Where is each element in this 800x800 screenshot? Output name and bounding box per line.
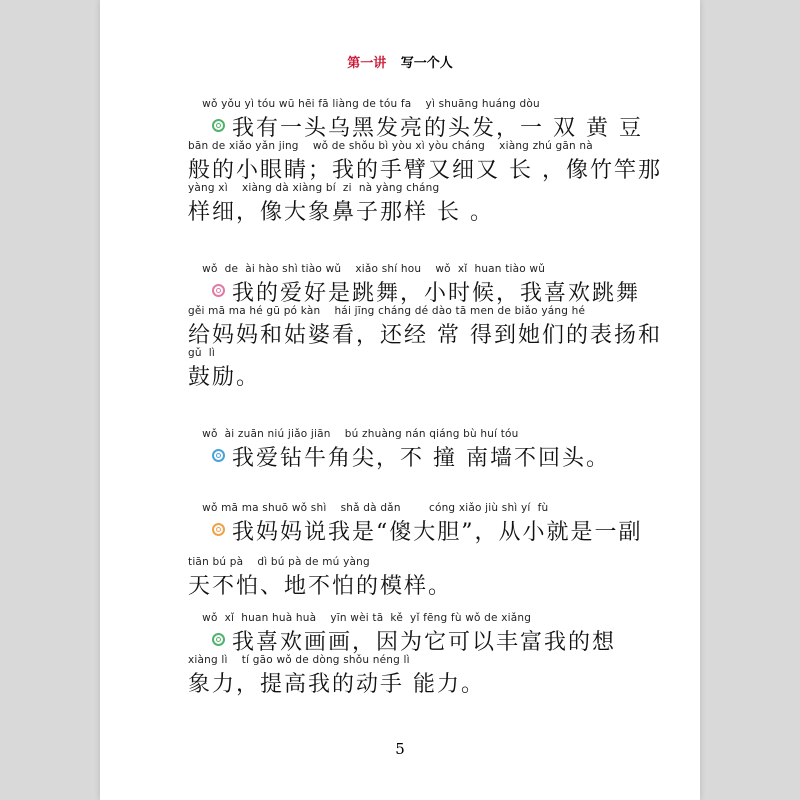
hanzi-line: 般的小眼睛；我的手臂又细又 长 ，像竹竿那	[188, 158, 662, 183]
hanzi-line: 天不怕、地不怕的模样。	[188, 574, 453, 599]
text-line	[188, 98, 688, 140]
hanzi-line: 我妈妈说我是“傻大胆”，从小就是一副	[232, 515, 643, 546]
pinyin-line: wǒ ài zuān niú jiǎo jiān bú zhuàng nán qiáng bù huí tóu	[188, 428, 519, 440]
double-circle-icon	[212, 633, 225, 646]
hanzi-line: 样细，像大象鼻子那样 长 。	[188, 200, 494, 225]
pinyin-line: wǒ yǒu yì tóu wū hēi fā liàng de tóu fa yì shuāng huáng dòu	[188, 98, 540, 110]
pinyin-line: gǔ lì	[188, 347, 216, 359]
hanzi-line: 我的爱好是跳舞，小时候，我喜欢跳舞	[232, 276, 640, 307]
paragraph-5	[188, 612, 688, 696]
page-number: 5	[395, 740, 405, 758]
paragraph-4	[188, 502, 688, 598]
text-line	[188, 305, 688, 347]
paragraph-2	[188, 263, 688, 389]
hanzi-line: 我喜欢画画，因为它可以丰富我的想	[232, 625, 616, 656]
text-line	[188, 502, 688, 544]
text-line	[188, 428, 688, 470]
text-line	[188, 654, 688, 696]
double-circle-icon	[212, 119, 225, 132]
hanzi-line: 鼓励。	[188, 365, 261, 390]
paragraph-3	[188, 428, 688, 470]
hanzi-line: 我有一头乌黑发亮的头发，一 双 黄 豆	[232, 111, 643, 142]
pinyin-line: gěi mā ma hé gū pó kàn hái jīng cháng dé dào tā men de biǎo yáng hé	[188, 305, 586, 317]
text-line	[188, 556, 688, 598]
double-circle-icon	[212, 449, 225, 462]
text-line	[188, 263, 688, 305]
text-line	[188, 140, 688, 182]
double-circle-icon	[212, 284, 225, 297]
lesson-title: 写一个人	[400, 56, 453, 71]
text-line	[188, 182, 688, 224]
paragraph-1	[188, 98, 688, 224]
hanzi-line: 我爱钻牛角尖，不 撞 南墙不回头。	[232, 441, 610, 472]
pinyin-line: wǒ xǐ huan huà huà yīn wèi tā kě yǐ fēng fù wǒ de xiǎng	[188, 612, 532, 624]
pinyin-line: yàng xì xiàng dà xiàng bí zi nà yàng cháng	[188, 182, 440, 194]
pinyin-line: wǒ de ài hào shì tiào wǔ xiǎo shí hou wǒ xǐ huan tiào wǔ	[188, 263, 546, 275]
chapter-header	[100, 52, 700, 71]
double-circle-icon	[212, 523, 225, 536]
lesson-number: 第一讲	[347, 56, 387, 71]
pinyin-line: xiàng lì tí gāo wǒ de dòng shǒu néng lì	[188, 654, 410, 666]
pinyin-line: tiān bú pà dì bú pà de mú yàng	[188, 556, 370, 568]
pinyin-line: wǒ mā ma shuō wǒ shì shǎ dà dǎn cóng xiǎo jiù shì yí fù	[188, 502, 549, 514]
hanzi-line: 给妈妈和姑婆看，还经 常 得到她们的表扬和	[188, 323, 662, 348]
book-page	[100, 0, 700, 800]
hanzi-line: 象力，提高我的动手 能力。	[188, 672, 485, 697]
text-line	[188, 612, 688, 654]
text-line	[188, 347, 688, 389]
pinyin-line: bān de xiǎo yǎn jing wǒ de shǒu bì yòu xì yòu cháng xiàng zhú gān nà	[188, 140, 593, 152]
